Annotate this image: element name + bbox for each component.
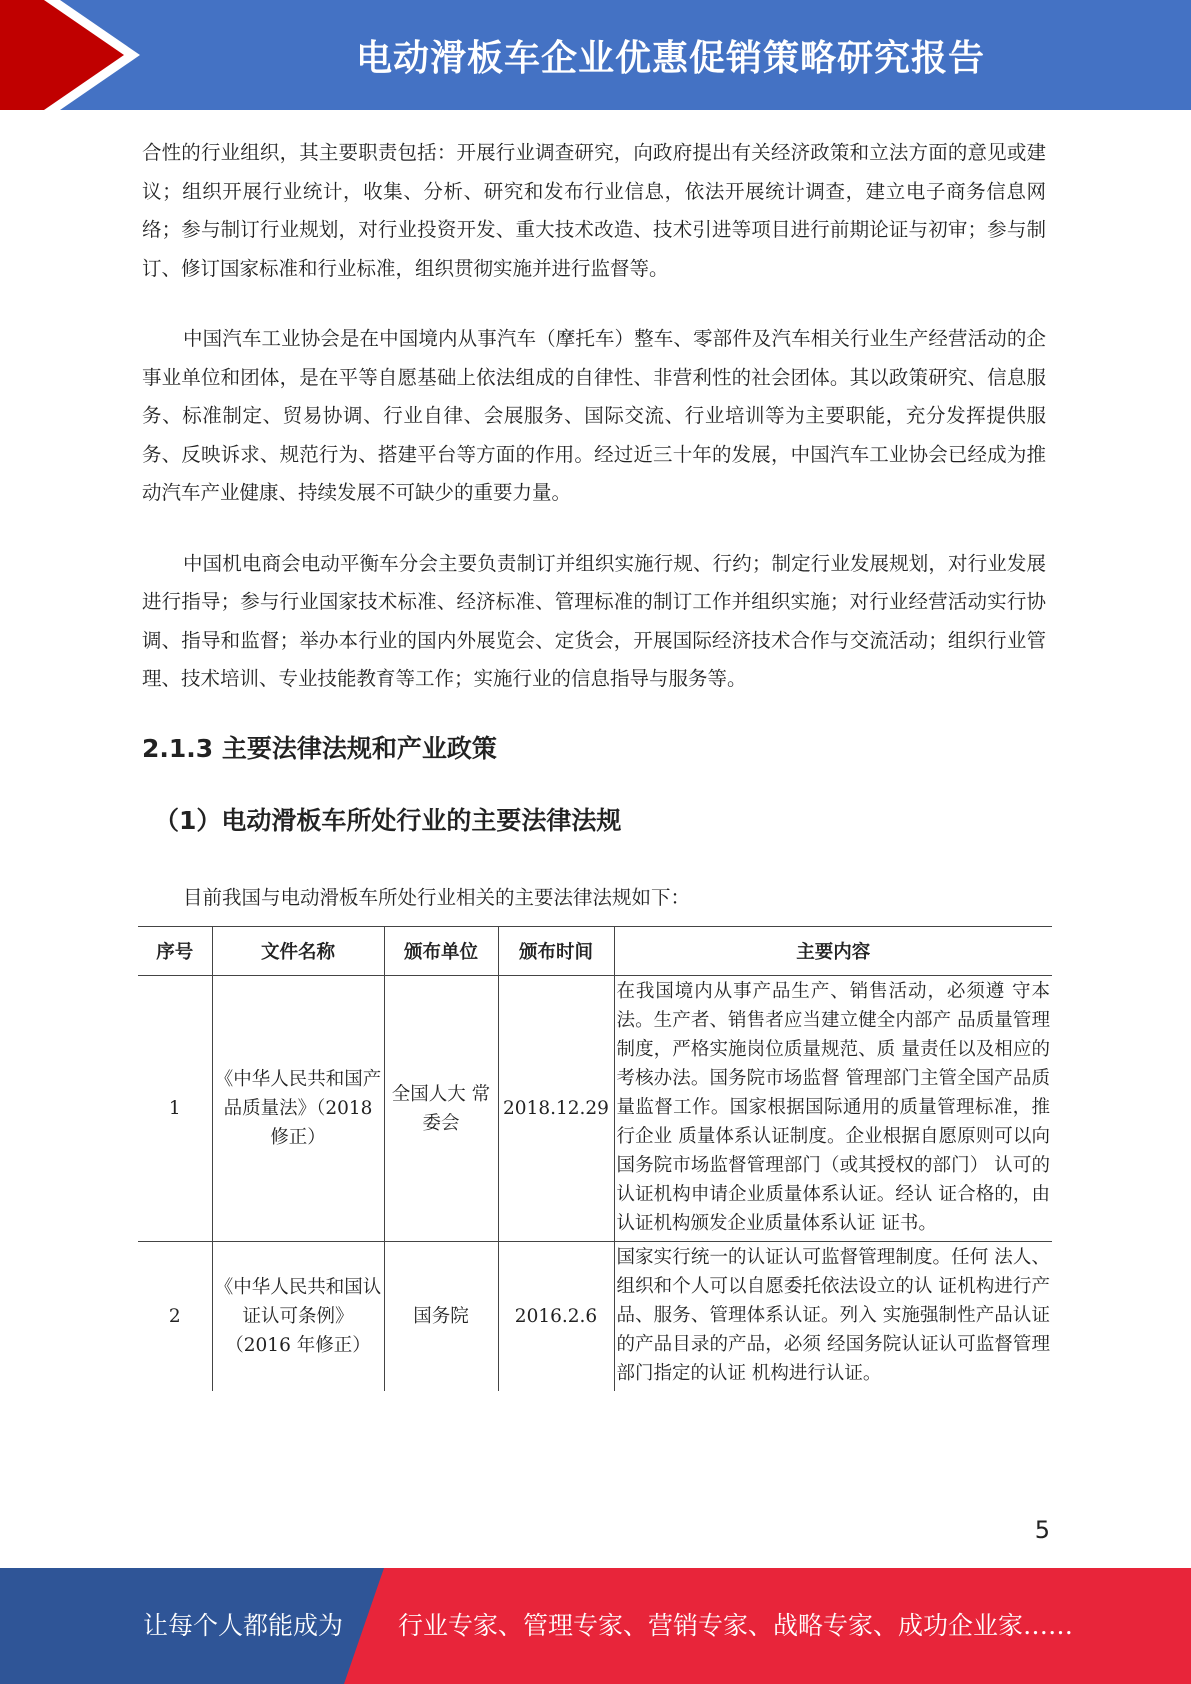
cell-issuer: 全国人大 常委会: [384, 976, 498, 1242]
table-row: [138, 976, 1052, 1242]
page-header: [0, 0, 1191, 110]
table-header-row: [138, 927, 1052, 976]
page-number: 5: [1034, 1516, 1050, 1544]
page-footer: [0, 1568, 1191, 1684]
section-heading: 2.1.3 主要法律法规和产业政策: [142, 733, 497, 763]
footer-slogan-left: 让每个人都能成为: [143, 1611, 344, 1640]
col-header-date: 颁布时间: [498, 927, 614, 976]
cell-name: 《中华人民共和国产品质量法》（2018 修正）: [212, 976, 384, 1242]
cell-no: 1: [138, 976, 212, 1242]
subsection-heading: （1）电动滑板车所处行业的主要法律法规: [154, 805, 622, 835]
cell-content: 在我国境内从事产品生产、销售活动，必须遵 守本法。生产者、销售者应当建立健全内部产 品质量管理制度，严格实施岗位质量规范、质 量责任以及相应的考核办法。国务院市场监督 管理部门主管全国产品质量监督工作。国家根据国际通用的质量管理标准，推行企业 质量体系认证制度。企业根据自愿原则可以向 国务院市场监督管理部门（或其授权的部门） 认可的认证机构申请企业质量体系认证。经认 证合格的，由认证机构颁发企业质量体系认证 证书。: [614, 976, 1052, 1242]
laws-table: [138, 926, 1052, 1391]
paragraph-3: 中国机电商会电动平衡车分会主要负责制订并组织实施行规、行约；制定行业发展规划，对行业发展进行指导；参与行业国家技术标准、经济标准、管理标准的制订工作并组织实施；对行业经营活动实行协调、指导和监督；举办本行业的国内外展览会、定货会，开展国际经济技术合作与交流活动；组织行业管理、技术培训、专业技能教育等工作；实施行业的信息指导与服务等。: [142, 551, 1046, 690]
col-header-no: 序号: [138, 927, 212, 976]
col-header-name: 文件名称: [212, 927, 384, 976]
cell-content: 国家实行统一的认证认可监督管理制度。任何 法人、组织和个人可以自愿委托依法设立的认 证机构进行产品、服务、管理体系认证。列入 实施强制性产品认证的产品目录的产品，必须 经国务院认证认可监督管理部门指定的认证 机构进行认证。: [614, 1242, 1052, 1392]
cell-no: 2: [138, 1242, 212, 1392]
paragraph-1: 合性的行业组织，其主要职责包括：开展行业调查研究，向政府提出有关经济政策和立法方面的意见或建议；组织开展行业统计，收集、分析、研究和发布行业信息，依法开展统计调查，建立电子商务信息网络；参与制订行业规划，对行业投资开发、重大技术改造、技术引进等项目进行前期论证与初审；参与制订、修订国家标准和行业标准，组织贯彻实施并进行监督等。: [142, 141, 1046, 280]
cell-date: 2018.12.29: [498, 976, 614, 1242]
table-intro: 目前我国与电动滑板车所处行业相关的主要法律法规如下：: [183, 885, 691, 909]
paragraph-2: 中国汽车工业协会是在中国境内从事汽车（摩托车）整车、零部件及汽车相关行业生产经营活动的企事业单位和团体，是在平等自愿基础上依法组成的自律性、非营利性的社会团体。其以政策研究、信息服务、标准制定、贸易协调、行业自律、会展服务、国际交流、行业培训等为主要职能，充分发挥提供服务、反映诉求、规范行为、搭建平台等方面的作用。经过近三十年的发展，中国汽车工业协会已经成为推动汽车产业健康、持续发展不可缺少的重要力量。: [142, 327, 1046, 504]
col-header-issuer: 颁布单位: [384, 927, 498, 976]
table-row: [138, 1242, 1052, 1392]
footer-slogan-right: 行业专家、管理专家、营销专家、战略专家、成功企业家……: [398, 1611, 1074, 1640]
red-chevron-icon: [0, 0, 160, 110]
cell-issuer: 国务院: [384, 1242, 498, 1392]
cell-name: 《中华人民共和国认证认可条例》（2016 年修正）: [212, 1242, 384, 1392]
page-content: [142, 134, 1046, 913]
cell-date: 2016.2.6: [498, 1242, 614, 1392]
report-title: 电动滑板车企业优惠促销策略研究报告: [355, 37, 985, 79]
col-header-content: 主要内容: [614, 927, 1052, 976]
